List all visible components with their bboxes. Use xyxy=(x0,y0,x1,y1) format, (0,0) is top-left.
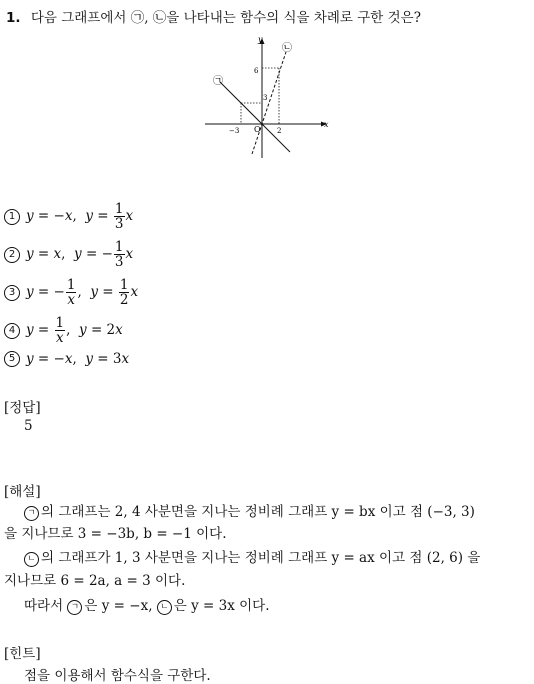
question-number: 1. xyxy=(6,10,21,26)
option-text: y = $\frac{1}{x}$ , y = 2x xyxy=(26,315,123,347)
explanation-line-4: 지나므로 6 = 2a, a = 3 이다. xyxy=(4,573,186,589)
explanation-header: [해설] xyxy=(4,484,41,500)
option-text: y = − $\frac{1}{x}$ , y = $\frac{1}{2}$ x xyxy=(26,277,139,309)
option-marker: 4 xyxy=(4,323,20,339)
explanation-line-5-pre: 따라서 xyxy=(24,598,64,614)
explanation-line-5-end: 은 y = 3x 이다. xyxy=(173,598,270,614)
hint-text: 점을 이용해서 함수식을 구한다. xyxy=(24,668,211,684)
line-a xyxy=(220,82,290,152)
option-marker: 5 xyxy=(4,351,20,367)
tick-label-2: 2 xyxy=(277,127,282,135)
fraction: $\frac{1}{x}$ xyxy=(66,277,76,309)
tick-label-neg3: −3 xyxy=(229,127,240,135)
option-4[interactable] xyxy=(4,316,123,345)
function-graph xyxy=(200,30,335,162)
hint-header: [힌트] xyxy=(4,646,41,662)
option-text: y = x, y = − $\frac{1}{3}$ x xyxy=(26,239,134,271)
option-5[interactable] xyxy=(4,351,129,367)
option-1[interactable] xyxy=(4,202,133,231)
explanation-line-3 xyxy=(24,546,480,570)
explanation-line-5-mid: 은 y = −x, xyxy=(84,598,153,614)
circle-b-icon: ㄴ xyxy=(24,552,39,567)
explanation-line-1-text: 의 그래프는 2, 4 사분면을 지나는 정비례 그래프 y = bx 이고 점 (−3, 3) xyxy=(41,504,475,520)
y-axis-label: y xyxy=(258,35,263,44)
fraction: $\frac{1}{x}$ xyxy=(55,315,65,347)
label-b-circle: ㉡ xyxy=(282,43,292,54)
fraction: $\frac{1}{3}$ xyxy=(114,239,124,271)
fraction: $\frac{1}{2}$ xyxy=(119,277,129,309)
option-text: y = −x, y = $\frac{1}{3}$ x xyxy=(26,201,134,233)
option-text: y = −x, y = 3x xyxy=(26,351,130,367)
x-axis-label: x xyxy=(324,120,329,129)
fraction: $\frac{1}{3}$ xyxy=(114,201,124,233)
explanation-line-5 xyxy=(24,594,270,618)
explanation-line-2: 을 지나므로 3 = −3b, b = −1 이다. xyxy=(4,526,227,542)
label-a-circle: ㉠ xyxy=(213,76,223,87)
circle-a-icon: ㄱ xyxy=(67,600,82,615)
origin-label: O xyxy=(254,125,261,134)
answer-header: [정답] xyxy=(4,400,41,416)
tick-label-6: 6 xyxy=(254,67,259,75)
circle-b-icon: ㄴ xyxy=(157,600,172,615)
option-marker: 2 xyxy=(4,247,20,263)
option-marker: 3 xyxy=(4,285,20,301)
tick-label-3: 3 xyxy=(263,94,268,102)
explanation-line-3-text: 의 그래프가 1, 3 사분면을 지나는 정비례 그래프 y = ax 이고 점 (2, 6) 을 xyxy=(41,550,481,566)
answer-value: 5 xyxy=(24,418,33,434)
option-3[interactable] xyxy=(4,278,138,307)
question-line xyxy=(6,6,421,26)
option-2[interactable] xyxy=(4,240,133,269)
explanation-line-1 xyxy=(24,500,475,524)
circle-a-icon: ㄱ xyxy=(24,506,39,521)
question-text: 다음 그래프에서 ㉠, ㉡을 나타내는 함수의 식을 차례로 구한 것은? xyxy=(30,10,421,26)
option-marker: 1 xyxy=(4,209,20,225)
